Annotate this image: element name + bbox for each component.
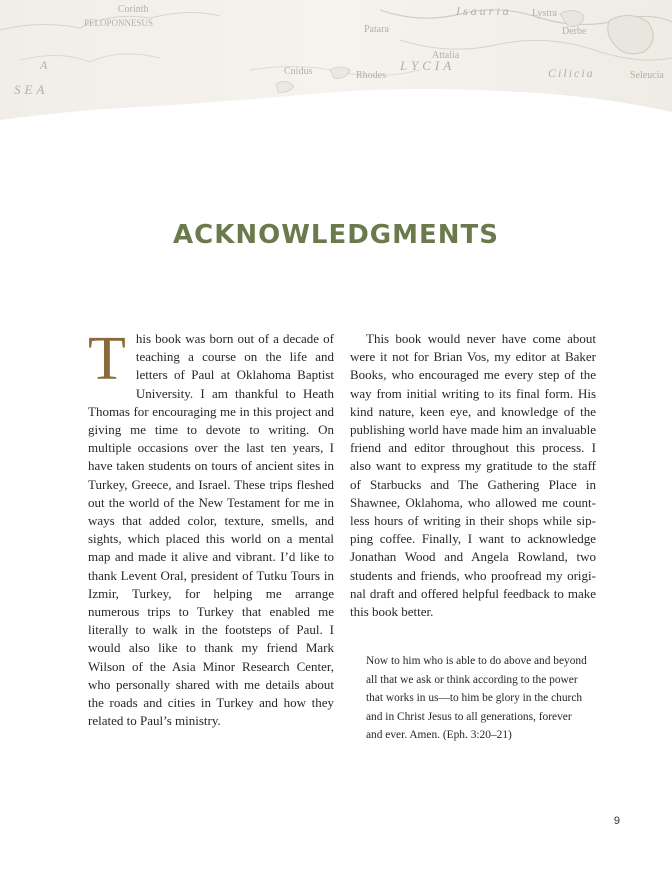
map-label: Corinth: [118, 4, 149, 15]
page-title: ACKNOWLEDGMENTS: [173, 220, 499, 250]
map-label: Cnidus: [284, 66, 313, 77]
map-label: Cilicia: [548, 66, 595, 80]
map-label: PELOPONNESUS: [84, 18, 154, 28]
right-column: [350, 330, 596, 621]
left-paragraph: [88, 325, 334, 730]
page-number: 9: [613, 815, 620, 827]
map-label: LYCIA: [400, 58, 456, 73]
drop-cap: T: [88, 325, 126, 393]
left-column: [88, 325, 334, 730]
map-header: [0, 0, 672, 120]
map-label: Seleucia: [630, 70, 664, 81]
map-label: Patara: [364, 24, 389, 35]
map-label: Rhodes: [356, 70, 386, 81]
right-paragraph: This book would never have come about were it not for Brian Vos, my editor at Baker Books, who encouraged me every step of the way from initial writing to its final form. His kind nature, keen eye, and knowledge of the publishing world have made him an invaluable friend and editor throughout this process. I also want to express my gratitude to the staff of Starbucks and The Gathering Place in Shawnee, Oklahoma, who allowed me countless hours of writing in their shops while sipping coffee. Finally, I want to acknowledge Jonathan Wood and Angela Rowland, two students and friends, who proofread my original draft and offered helpful feedback to make this book better.: [350, 331, 596, 620]
map-label: Lystra: [532, 8, 557, 19]
map-label: A: [40, 58, 48, 72]
map-label: SEA: [14, 82, 49, 97]
map-label: Isauria: [456, 4, 512, 18]
scripture-quote: Now to him who is able to do above and beyond all that we ask or think according to the power that works in us—to him be glory in the church and in Christ Jesus to all generations, forever and ever. Amen. (Eph. 3:20–21): [366, 655, 587, 742]
map-label: Attalia: [432, 50, 460, 61]
map-label: Derbe: [562, 26, 587, 37]
left-paragraph-text: his book was born out of a decade of teaching a course on the life and letters of Paul at Oklahoma Baptist University. I am thankful to Heath Thomas for encouraging me in this project and giving me time to devote to writing. On multiple occasions over the last ten years, I have taken students on tours of ancient sites in Turkey, Greece, and Israel. These trips fleshed out the world of the New Testament for me in ways that added color, texture, smells, and sights, which placed this world on a mental map and made it alive and vibrant. I’d like to thank Levent Oral, president of Tutku Tours in Izmir, Turkey, for helping me arrange numerous trips to Turkey that enabled me literally to walk in the footsteps of Paul. I would also like to thank my friend Mark Wilson of the Asia Minor Research Center, who personally shared with me details about the roads and cities in Turkey and how they related to Paul’s ministry.: [88, 331, 334, 729]
